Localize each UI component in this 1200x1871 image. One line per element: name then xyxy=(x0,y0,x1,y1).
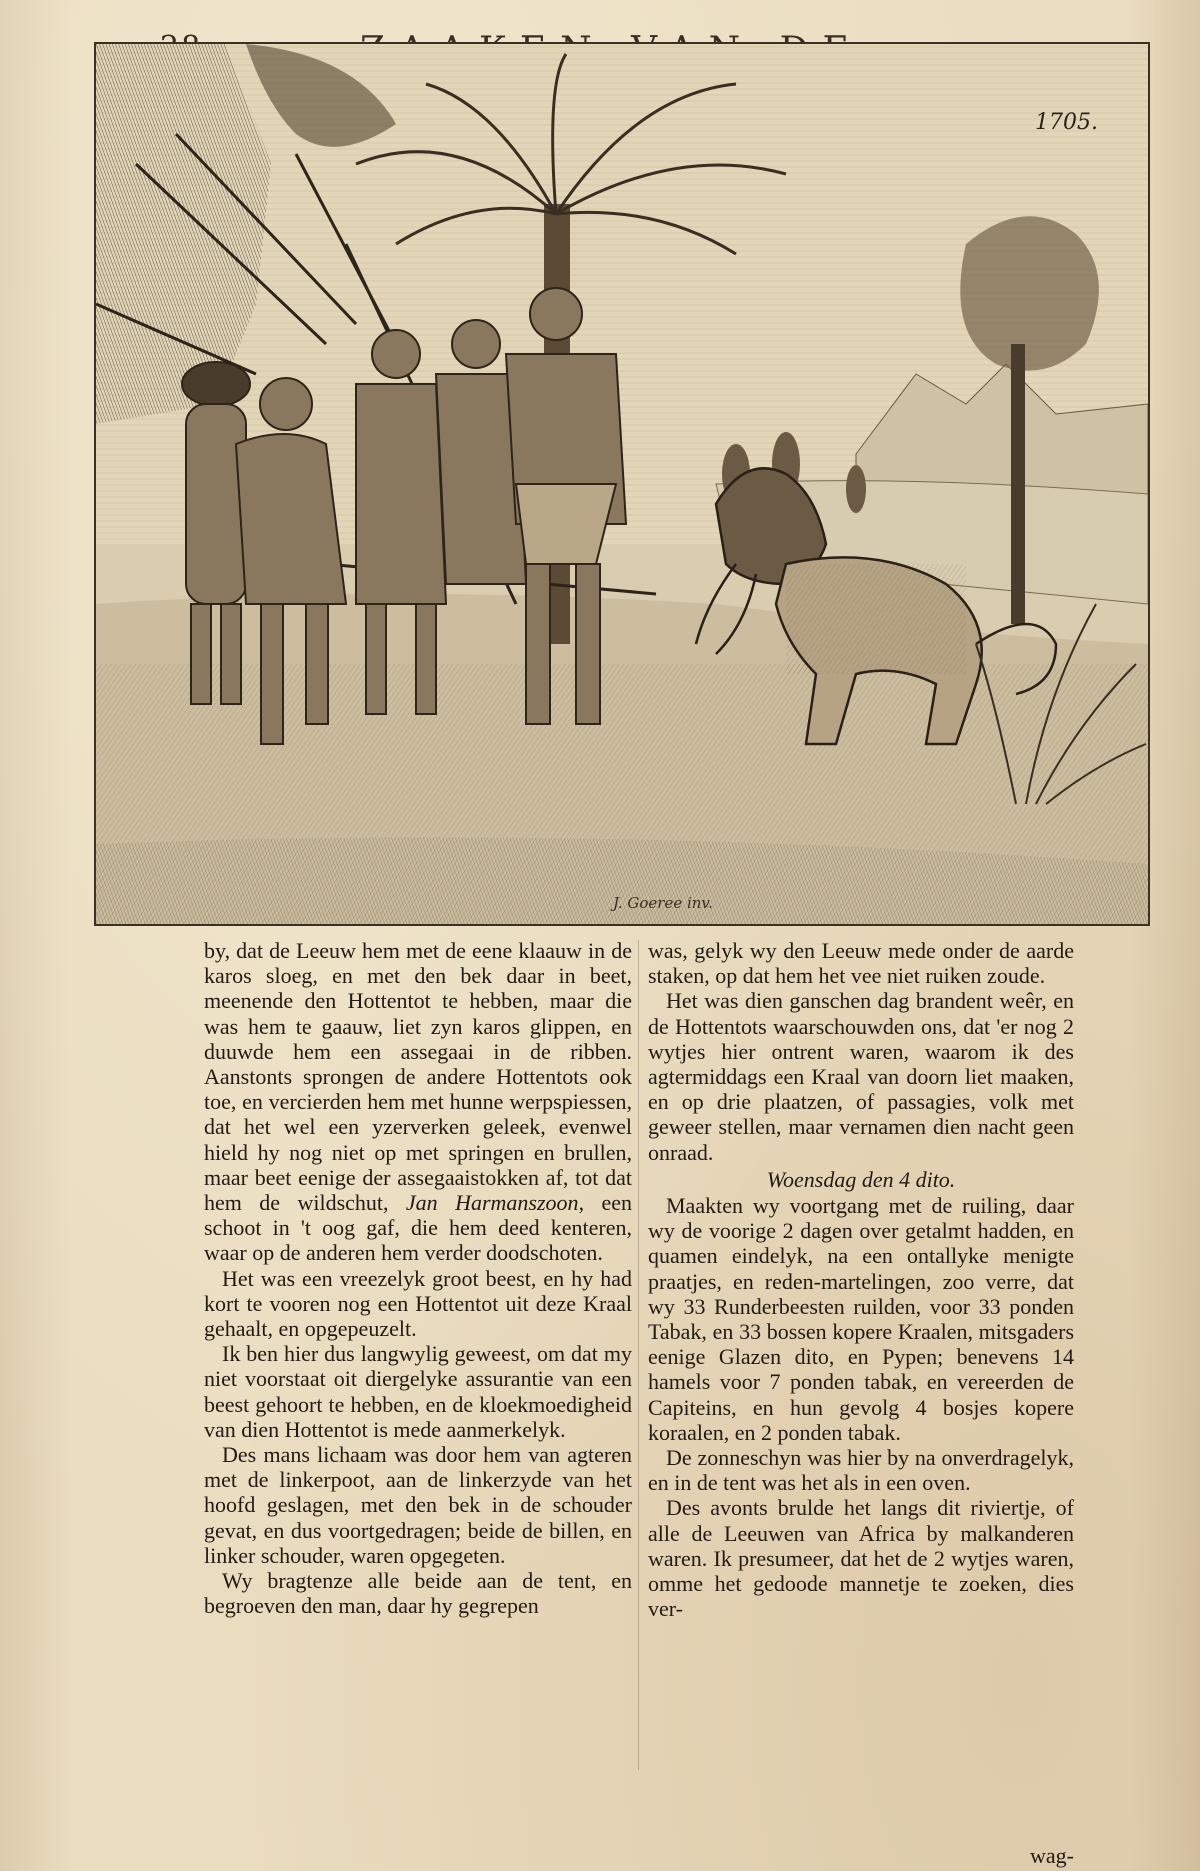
paragraph: Het was dien ganschen dag brandent weêr, en de Hottentots waarschouwden ons, dat 'er nog 2 wytjes hier ontrent waren, waarom ik des agtermiddags een Kraal van doorn liet maaken, en op drie plaatzen, of passagies, volk met geweer stellen, maar vernamen dien nacht geen onraad. xyxy=(648,988,1074,1165)
paragraph-text: by, dat de Leeuw hem met de eene klaauw in de karos sloeg, en met den bek daar in beet, meenende den Hottentot te hebben, maar die was hem te gaauw, liet zyn karos glippen, en duuwde hem een assegaai in de ribben. Aanstonts sprongen de andere Hottentots ook toe, en vercierden hem met hunne werpspiessen, dat het wel een yzerverken geleek, evenwel hield hy nog niet op met springen en brullen, maar beet eenige der assegaaistokken af, tot dat hem de wildschut, xyxy=(204,938,632,1216)
paragraph: Des avonts brulde het langs dit riviertje, of alle de Leeuwen van Africa by malkanderen waren. Ik presumeer, dat het de 2 wytjes waren, omme het gedoode mannetje te zoeken, dies ver- xyxy=(648,1495,1074,1622)
dateline: Woensdag den 4 dito. xyxy=(766,1166,956,1192)
paragraph: De zonneschyn was hier by na onverdragelyk, en in de tent was het als in een oven. xyxy=(648,1445,1074,1496)
catchword: wag- xyxy=(1030,1843,1074,1868)
paragraph: Maakten wy voortgang met de ruiling, daar wy de voorige 2 dagen over getalmt hadden, en quamen eindelyk, na een ontallyke menigte praatjes, en reden-martelingen, zoo verre, dat wy 33 Runderbeesten ruilden, voor 33 ponden Tabak, en 33 bossen kopere Kraalen, mitsgaders eenige Glazen dito, en Pypen; benevens 14 hamels voor 7 ponden tabak, en vereerden de Capiteins, en hun gevolg 4 bosjes kopere koraalen, en 2 ponden tabak. xyxy=(648,1193,1074,1445)
paragraph: Wy bragtenze alle beide aan de tent, en begroeven den man, daar hy gegrepen xyxy=(204,1568,632,1619)
person-name: Jan Harmanszoon xyxy=(405,1190,579,1216)
left-text-column xyxy=(204,938,632,1618)
paragraph: was, gelyk wy den Leeuw mede onder de aarde staken, op dat hem het vee niet ruiken zoude. xyxy=(648,938,1074,989)
paragraph: Het was een vreezelyk groot beest, en hy had kort te vooren nog een Hottentot uit deze Kraal gehaalt, en opgepeuzelt. xyxy=(204,1265,632,1342)
paragraph xyxy=(204,938,632,1266)
right-text-column xyxy=(648,938,1074,1621)
engraving-illustration xyxy=(96,44,1148,924)
column-divider xyxy=(638,940,639,1770)
paragraph: Des mans lichaam was door hem van agteren met de linkerpoot, aan de linkerzyde van het hoofd geslagen, met den bek in de schouder gevat, en dus voortgedragen; beide de billen, en linker schouder, waren opgegeten. xyxy=(204,1442,632,1568)
paragraph-text: , een schoot in 't oog gaf, die hem deed kenteren, waar op de anderen hem verder doodschoten. xyxy=(204,1190,632,1266)
year-label: 1705. xyxy=(1035,110,1098,135)
artist-signature: J. Goeree inv. xyxy=(613,894,713,912)
engraving-plate xyxy=(94,42,1150,926)
paragraph: Ik ben hier dus langwylig geweest, om dat my niet voorstaat oit diergelyke assurantie van een beest gehoort te hebben, en de kloekmoedigheid van dien Hottentot is mede aanmerkelyk. xyxy=(204,1341,632,1442)
